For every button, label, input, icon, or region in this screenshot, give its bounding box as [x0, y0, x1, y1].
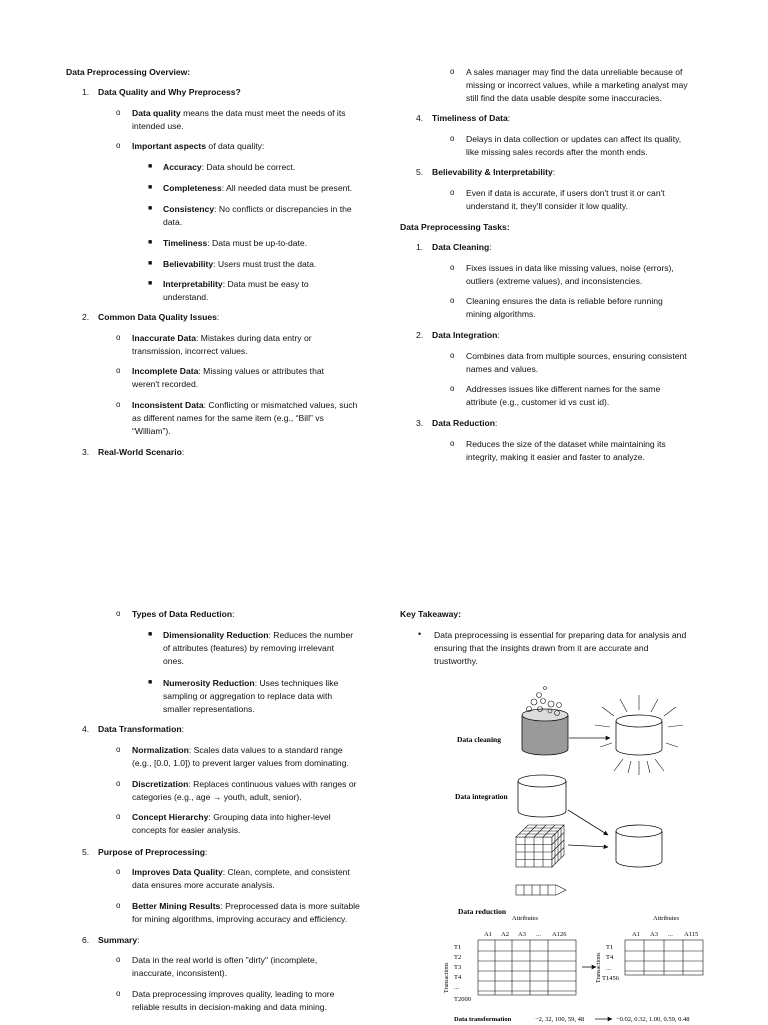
desc: concepts for easier analysis.: [132, 825, 241, 835]
bullet-square-icon: ■: [148, 631, 153, 638]
desc: : Uses techniques like: [254, 678, 339, 688]
term: Inconsistent Data: [132, 400, 204, 410]
desc: : Data must be easy to: [222, 279, 309, 289]
transactions-label: Transactions: [596, 952, 602, 983]
takeaway-heading: Key Takeaway:: [400, 609, 461, 619]
section-title: Timeliness of Data: [432, 113, 508, 123]
attr-header: A1: [632, 931, 640, 938]
term: Completeness: [163, 183, 222, 193]
term: Normalization: [132, 745, 189, 755]
row-header: T3: [454, 964, 462, 971]
preprocessing-figure: [440, 685, 730, 1025]
attr-header: A1: [484, 931, 492, 938]
bullet-circle-icon: o: [116, 333, 121, 342]
section-title: Data Reduction: [432, 418, 496, 428]
bullet-circle-icon: o: [450, 134, 455, 143]
attr-header: A3: [650, 931, 658, 938]
bullet-circle-icon: o: [450, 439, 455, 448]
section-number: 1.: [82, 87, 90, 97]
right-bottom-column: [400, 608, 730, 678]
desc: like missing sales records after the month ends.: [466, 147, 648, 157]
colon: :: [497, 330, 500, 340]
bullet-circle-icon: o: [116, 901, 121, 910]
desc: : Data must be up-to-date.: [207, 238, 308, 248]
dirty-data-cylinder-icon: [522, 687, 568, 756]
colon: :: [552, 167, 556, 177]
desc: (e.g., [0.0, 1.0]) to prevent larger values from dominating.: [132, 758, 349, 768]
bullet-square-icon: ■: [148, 163, 153, 170]
desc: A sales manager may find the data unreliable because of: [466, 67, 683, 77]
bullet-circle-icon: o: [116, 812, 121, 821]
colon: :: [507, 113, 511, 123]
term: Important aspects: [132, 141, 207, 151]
row-header: T2: [454, 954, 462, 961]
colon: :: [181, 724, 184, 734]
row-header: T1: [454, 944, 462, 951]
desc: Data preprocessing improves quality, leading to more: [132, 989, 335, 999]
bullet-circle-icon: o: [116, 609, 121, 618]
bullet-circle-icon: o: [116, 108, 121, 117]
desc: for mining algorithms, improving accuracy and efficiency.: [132, 914, 348, 924]
desc: : Mistakes during data entry or: [196, 333, 312, 343]
desc: Fixes issues in data like missing values, noise (errors),: [466, 263, 674, 273]
desc: understand it, they'll consider it low quality.: [466, 201, 628, 211]
term: Consistency: [163, 204, 215, 214]
bullet-square-icon: ■: [148, 239, 153, 246]
section-number: 4.: [82, 724, 90, 734]
desc: : Missing values or attributes that: [198, 366, 325, 376]
desc: weren't recorded.: [132, 379, 199, 389]
attr-header: ...: [668, 931, 673, 938]
data-cube-icon: [516, 825, 564, 867]
normalized-values: −0.02, 0.32, 1.00, 0.59, 0.48: [616, 1016, 690, 1023]
section-title: Real-World Scenario: [98, 447, 182, 457]
desc: categories (e.g., age → youth, adult, senior).: [132, 792, 302, 802]
row-header: T1456: [602, 975, 619, 982]
bullet-circle-icon: o: [450, 263, 455, 272]
desc: Combines data from multiple sources, ensuring consistent: [466, 351, 687, 361]
desc: : Users must trust the data.: [213, 259, 317, 269]
row-header: T4: [606, 954, 614, 961]
reduction-label: Data reduction: [458, 907, 506, 916]
bullet-square-icon: ■: [148, 184, 153, 191]
bullet-circle-icon: o: [450, 296, 455, 305]
desc: inaccurate, inconsistent).: [132, 968, 228, 978]
bullet-dot-icon: •: [418, 629, 422, 639]
desc: still find the data usable despite some inaccuracies.: [466, 93, 662, 103]
desc: of data quality:: [206, 141, 265, 151]
desc: Delays in data collection or updates can affect its quality,: [466, 134, 682, 144]
attributes-label: Attributes: [512, 915, 538, 922]
bullet-circle-icon: o: [450, 188, 455, 197]
bullet-circle-icon: o: [116, 867, 121, 876]
bullet-circle-icon: o: [116, 366, 121, 375]
desc: mining algorithms.: [466, 309, 536, 319]
left-top-column: [66, 66, 386, 466]
transactions-label: Transactions: [444, 962, 450, 993]
cleaning-label: Data cleaning: [457, 735, 501, 744]
bullet-circle-icon: o: [116, 779, 121, 788]
term: Improves Data Quality: [132, 867, 223, 877]
desc: reliable results in decision-making and data mining.: [132, 1002, 327, 1012]
term: Believability: [163, 259, 214, 269]
section-number: 5.: [416, 167, 424, 177]
attr-header: A115: [684, 931, 699, 938]
desc: : Clean, complete, and consistent: [222, 867, 350, 877]
desc: intended use.: [132, 121, 184, 131]
desc: integrity, making it easier and faster to analyze.: [466, 452, 645, 462]
desc: attribute (e.g., customer id vs cust id).: [466, 397, 610, 407]
right-table: [625, 940, 703, 975]
bullet-circle-icon: o: [116, 141, 121, 150]
term: Incomplete Data: [132, 366, 199, 376]
section-title: Common Data Quality Issues: [98, 312, 217, 322]
integration-label: Data integration: [455, 792, 508, 801]
desc: : Data should be correct.: [201, 162, 296, 172]
desc: data ensures more accurate analysis.: [132, 880, 275, 890]
desc: Even if data is accurate, if users don't trust it or can't: [466, 188, 665, 198]
left-bottom-column: [66, 608, 386, 1018]
section-title: Believability & Interpretability: [432, 167, 553, 177]
desc: Data preprocessing is essential for preparing data for analysis and: [434, 630, 687, 640]
desc: ensuring that the insights drawn from it are accurate and: [434, 643, 649, 653]
bullet-circle-icon: o: [450, 384, 455, 393]
colon: :: [489, 242, 492, 252]
desc: Addresses issues like different names for the same: [466, 384, 661, 394]
section-number: 6.: [82, 935, 90, 945]
integration-arrow-icon: [568, 810, 608, 835]
bullet-circle-icon: o: [450, 351, 455, 360]
section-number: 1.: [416, 242, 424, 252]
desc: missing or incorrect values, while a marketing analyst may: [466, 80, 688, 90]
overview-heading: Data Preprocessing Overview:: [66, 67, 191, 77]
desc: : Scales data values to a standard range: [188, 745, 343, 755]
desc: “William”).: [132, 426, 171, 436]
row-header: T1: [606, 944, 614, 951]
section-number: 3.: [82, 447, 90, 457]
left-table: [478, 940, 576, 995]
term: Accuracy: [163, 162, 202, 172]
section-number: 2.: [416, 330, 424, 340]
bullet-circle-icon: o: [116, 745, 121, 754]
bullet-square-icon: ■: [148, 679, 153, 686]
attr-header: A126: [552, 931, 567, 938]
colon: :: [204, 847, 208, 857]
tasks-heading: Data Preprocessing Tasks:: [400, 222, 510, 232]
desc: : Grouping data into higher-level: [208, 812, 331, 822]
colon: :: [216, 312, 220, 322]
left-row-headers: [454, 944, 471, 1003]
target-cylinder-icon: [616, 825, 662, 867]
colon: :: [181, 447, 185, 457]
term: Dimensionality Reduction: [163, 630, 269, 640]
transformation-label: Data transformation: [454, 1016, 512, 1023]
clean-data-cylinder-icon: [595, 695, 683, 775]
attributes-label: Attributes: [653, 915, 679, 922]
section-number: 2.: [82, 312, 90, 322]
section-number: 5.: [82, 847, 90, 857]
desc: sampling or aggregation to replace data with: [163, 691, 333, 701]
desc: Reduces the size of the dataset while maintaining its: [466, 439, 666, 449]
term: Data quality: [132, 108, 181, 118]
desc: smaller representations.: [163, 704, 255, 714]
desc: : All needed data must be present.: [221, 183, 353, 193]
bullet-square-icon: ■: [148, 280, 153, 287]
term: Timeliness: [163, 238, 208, 248]
desc: : Reduces the number: [268, 630, 354, 640]
desc: Cleaning ensures the data is reliable before running: [466, 296, 663, 306]
desc: : Replaces continuous values with ranges or: [188, 779, 357, 789]
desc: outliers (extreme values), and inconsistencies.: [466, 276, 643, 286]
desc: as different names for the same item (e.g., “Bill” vs: [132, 413, 324, 423]
desc: Data in the real world is often "dirty" (incomplete,: [132, 955, 318, 965]
section-title: Data Transformation: [98, 724, 182, 734]
bullet-circle-icon: o: [450, 67, 455, 76]
right-attr-headers: [632, 931, 698, 938]
term: Discretization: [132, 779, 189, 789]
term: Numerosity Reduction: [163, 678, 255, 688]
attr-header: A3: [518, 931, 526, 938]
term: Better Mining Results: [132, 901, 221, 911]
bullet-circle-icon: o: [116, 989, 121, 998]
row-header: T2000: [454, 996, 471, 1003]
row-header: ...: [454, 984, 459, 991]
desc: ones.: [163, 656, 185, 666]
raw-values: −2, 32, 100, 59, 48: [535, 1016, 585, 1023]
term: Concept Hierarchy: [132, 812, 209, 822]
bullet-circle-icon: o: [116, 400, 121, 409]
attr-header: ...: [536, 931, 541, 938]
attr-header: A2: [501, 931, 509, 938]
section-title: Data Quality and Why Preprocess?: [98, 87, 241, 97]
term: Types of Data Reduction: [132, 609, 233, 619]
desc: : Conflicting or mismatched values, such: [203, 400, 358, 410]
bullet-square-icon: ■: [148, 260, 153, 267]
colon: :: [137, 935, 140, 945]
left-attr-headers: [484, 931, 567, 938]
section-title: Summary: [98, 935, 138, 945]
section-title: Purpose of Preprocessing: [98, 847, 205, 857]
desc: : Preprocessed data is more suitable: [220, 901, 360, 911]
row-header: T4: [454, 974, 462, 981]
source-cylinder-icon: [518, 775, 566, 817]
desc: understand.: [163, 292, 209, 302]
bullet-circle-icon: o: [116, 955, 121, 964]
term: Inaccurate Data: [132, 333, 197, 343]
colon: :: [495, 418, 498, 428]
right-top-column: [400, 66, 730, 466]
term: Interpretability: [163, 279, 223, 289]
section-title: Data Cleaning: [432, 242, 490, 252]
desc: of attributes (features) by removing irrelevant: [163, 643, 334, 653]
flat-table-icon: [516, 885, 566, 895]
section-number: 4.: [416, 113, 424, 123]
desc: transmission, incorrect values.: [132, 346, 248, 356]
desc: :: [232, 609, 235, 619]
bullet-square-icon: ■: [148, 205, 153, 212]
section-number: 3.: [416, 418, 424, 428]
desc: names and values.: [466, 364, 539, 374]
section-title: Data Integration: [432, 330, 498, 340]
right-row-headers: [602, 944, 620, 982]
desc: data.: [163, 217, 183, 227]
integration-arrow-icon: [568, 845, 608, 847]
desc: trustworthy.: [434, 656, 478, 666]
row-header: ...: [606, 965, 611, 972]
desc: : No conflicts or discrepancies in the: [214, 204, 352, 214]
desc: means the data must meet the needs of its: [180, 108, 346, 118]
